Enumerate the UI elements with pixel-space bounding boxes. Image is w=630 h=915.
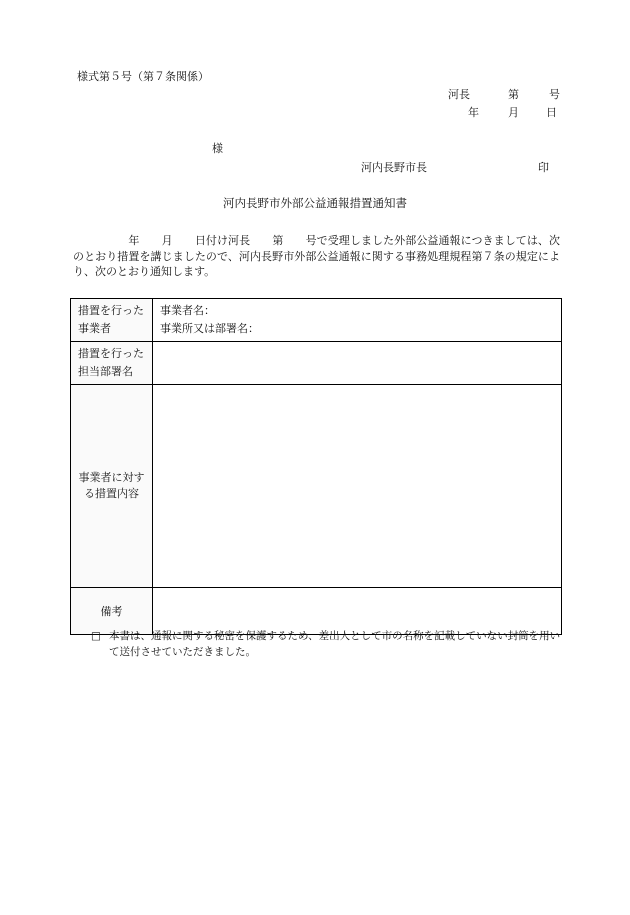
year-label: 年 [468, 106, 479, 119]
issuer-name: 河内長野市長 [361, 161, 427, 174]
row-header-line: 措置を行った [78, 347, 144, 360]
table-row [71, 385, 562, 588]
checkbox-icon[interactable]: □ [91, 630, 101, 642]
row-header-department [71, 342, 153, 385]
row-header-line: 措置を行った [78, 304, 144, 317]
seal-mark: 印 [538, 161, 549, 174]
issue-date [468, 107, 557, 118]
row-header-line: 事業者 [78, 322, 111, 335]
reference-number [448, 89, 560, 100]
business-name-label: 事業者名： [160, 304, 215, 317]
table-row [71, 299, 562, 342]
month-label: 月 [508, 106, 519, 119]
body-paragraph: 年 月 日付け河長 第 号で受理しました外部公益通報につきましては、次のとおり措置を講じましたので、河内長野市外部公益通報に関する事務処理規程第７条の規定により、次のとおり通知します。 [73, 234, 560, 278]
footnote-text: 本書は、通報に関する秘密を保護するため、差出人として市の名称を記載していない封筒を用いて送付させていただきました。 [109, 630, 561, 658]
ref-dai: 第 [508, 88, 519, 101]
table-row [71, 342, 562, 385]
row-header-line: 担当部署名 [78, 365, 133, 378]
recipient-honorific: 様 [212, 142, 223, 155]
footnote [91, 628, 561, 660]
measures-table [70, 298, 562, 635]
day-label: 日 [546, 106, 557, 119]
business-info-cell[interactable] [153, 299, 562, 342]
office-name-label: 事業所又は部署名： [160, 322, 259, 335]
document-title: 河内長野市外部公益通報措置通知書 [223, 196, 407, 210]
row-header-line: る措置内容 [84, 487, 139, 500]
row-header-measures [71, 385, 153, 588]
ref-go: 号 [549, 88, 560, 101]
row-header-line: 事業者に対す [78, 471, 145, 484]
issuer [361, 162, 549, 173]
department-cell[interactable] [153, 342, 562, 385]
ref-prefix: 河長 [448, 88, 470, 101]
form-number: 様式第５号（第７条関係） [77, 70, 209, 83]
row-header-business [71, 299, 153, 342]
measures-content-cell[interactable] [153, 385, 562, 588]
remarks-label: 備考 [100, 605, 123, 618]
